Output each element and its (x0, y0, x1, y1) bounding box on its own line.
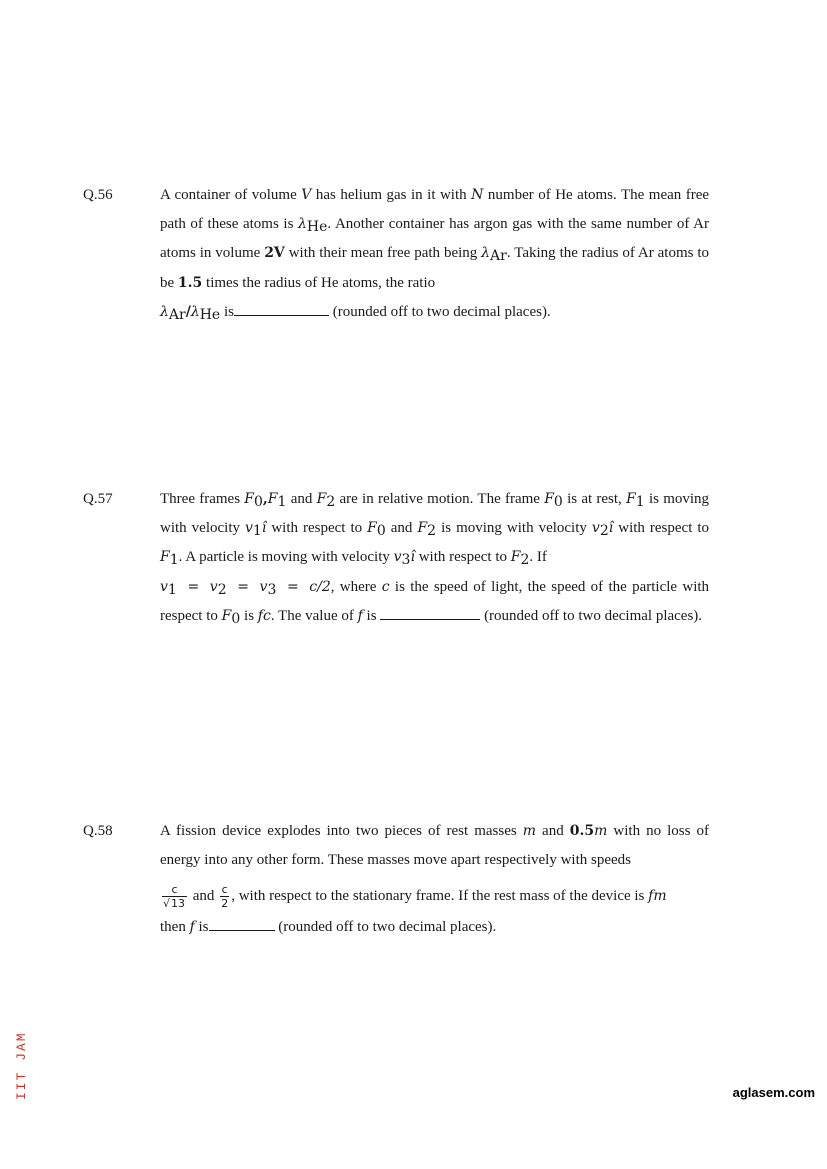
answer-blank[interactable] (380, 605, 480, 620)
question-number: Q.56 (83, 187, 113, 203)
question-number: Q.58 (83, 823, 113, 839)
question-text: Three frames $F_0,F_1$ and $F_2$ are in relative motion. The frame $F_0$ is at rest, $F_1$ is moving with velocity $v_1î$ with respect to $F_0$ and $F_2$ is moving with velocity $v_2î$ with respect to $F_1$. A particle is moving with velocity $v_3î$ with respect to $F_2$. If $v_1 = v_2 = v_3 = c/2$, where c is the speed of light, the speed of the particle with respect to $F_0$ is fc. The value of f is (rounded off to two decimal places). (160, 491, 710, 627)
question-text: A container of volume V has helium gas in it with N number of He atoms. The mean free path of these atoms is $\lambda_{He}$. Another container has argon gas with the same number of Ar atoms in volume 2V with their mean free path being $\lambda_{Ar}$. Taking the radius of Ar atoms to be 1.5 times the radius of He atoms, the ratio $\lambda_{Ar}/\lambda_{He}$ is (rounded off to two decimal places). (160, 187, 710, 323)
question-text: A fission device explodes into two pieces of rest masses m and 0.5m with no loss of energy into any other form. These masses move apart respectively with speeds $\frac{c}{√13}$ and $\frac{c}{2}$ , with respect to the stationary frame. If the rest mass of the device is fm then f is (rounded off to two decimal places). (160, 823, 709, 935)
fraction: $\frac{c}{2}$ (221, 883, 229, 911)
answer-blank[interactable] (209, 916, 275, 931)
watermark: IIT JAM (14, 1031, 29, 1100)
answer-blank[interactable] (234, 301, 329, 316)
site-name: aglasem.com (732, 1085, 815, 1100)
fraction: $\frac{c}{√13}$ (163, 883, 186, 911)
question-number: Q.57 (83, 491, 113, 507)
